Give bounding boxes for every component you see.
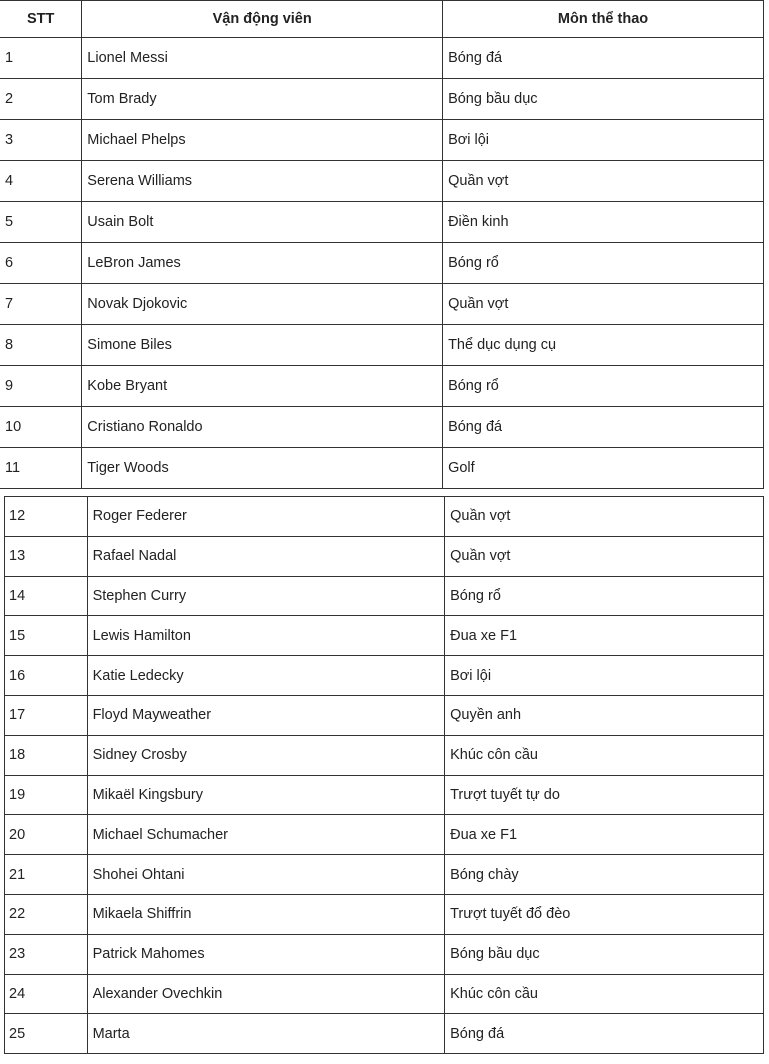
table-header-row [0,1,764,38]
cell-sport: Đua xe F1 [445,616,764,656]
cell-sport: Bóng bầu dục [445,934,764,974]
table-row [0,120,764,161]
cell-athlete: LeBron James [82,243,443,284]
cell-sport: Bóng rổ [443,366,764,407]
cell-sport: Khúc côn cầu [445,974,764,1014]
cell-stt: 8 [0,325,82,366]
cell-stt: 15 [5,616,88,656]
table-row [5,656,764,696]
cell-stt: 3 [0,120,82,161]
cell-sport: Điền kinh [443,202,764,243]
cell-athlete: Shohei Ohtani [87,855,445,895]
table-row [5,1014,764,1054]
table-row [0,284,764,325]
cell-stt: 16 [5,656,88,696]
cell-sport: Quần vợt [443,161,764,202]
cell-sport: Bóng đá [445,1014,764,1054]
table-row [5,576,764,616]
cell-athlete: Mikaela Shiffrin [87,894,445,934]
table-row [0,366,764,407]
cell-sport: Quần vợt [445,536,764,576]
cell-stt: 22 [5,894,88,934]
athletes-table-part1 [0,0,764,489]
cell-stt: 12 [5,497,88,537]
cell-sport: Khúc côn cầu [445,735,764,775]
cell-sport: Quyền anh [445,695,764,735]
cell-athlete: Stephen Curry [87,576,445,616]
cell-sport: Golf [443,448,764,489]
cell-stt: 17 [5,695,88,735]
table-row [5,855,764,895]
cell-athlete: Lewis Hamilton [87,616,445,656]
cell-athlete: Lionel Messi [82,38,443,79]
cell-athlete: Simone Biles [82,325,443,366]
cell-sport: Bóng đá [443,407,764,448]
cell-stt: 5 [0,202,82,243]
table-row [5,934,764,974]
cell-sport: Bóng chày [445,855,764,895]
cell-athlete: Mikaël Kingsbury [87,775,445,815]
cell-athlete: Serena Williams [82,161,443,202]
cell-athlete: Marta [87,1014,445,1054]
cell-sport: Bóng đá [443,38,764,79]
cell-athlete: Michael Phelps [82,120,443,161]
cell-athlete: Kobe Bryant [82,366,443,407]
cell-athlete: Roger Federer [87,497,445,537]
table-row [0,79,764,120]
cell-athlete: Alexander Ovechkin [87,974,445,1014]
table-row [0,407,764,448]
cell-stt: 25 [5,1014,88,1054]
table-row [5,815,764,855]
cell-sport: Bóng rổ [445,576,764,616]
table-row [5,497,764,537]
cell-sport: Quần vợt [445,497,764,537]
table-row [5,735,764,775]
cell-athlete: Usain Bolt [82,202,443,243]
table-row [5,974,764,1014]
cell-stt: 19 [5,775,88,815]
header-stt: STT [0,1,82,38]
cell-sport: Đua xe F1 [445,815,764,855]
cell-sport: Bóng rổ [443,243,764,284]
cell-stt: 6 [0,243,82,284]
table-row [5,775,764,815]
cell-athlete: Katie Ledecky [87,656,445,696]
cell-stt: 20 [5,815,88,855]
cell-athlete: Tiger Woods [82,448,443,489]
cell-stt: 13 [5,536,88,576]
cell-stt: 4 [0,161,82,202]
cell-stt: 1 [0,38,82,79]
header-athlete: Vận động viên [82,1,443,38]
table-row [0,448,764,489]
cell-stt: 23 [5,934,88,974]
table-row [0,325,764,366]
table-row [5,616,764,656]
cell-stt: 11 [0,448,82,489]
cell-sport: Quần vợt [443,284,764,325]
cell-sport: Thể dục dụng cụ [443,325,764,366]
athletes-table-part2 [4,496,764,1054]
cell-athlete: Cristiano Ronaldo [82,407,443,448]
cell-stt: 18 [5,735,88,775]
table-row [0,38,764,79]
table-row [5,695,764,735]
cell-stt: 21 [5,855,88,895]
cell-sport: Trượt tuyết tự do [445,775,764,815]
cell-athlete: Rafael Nadal [87,536,445,576]
cell-sport: Bóng bầu dục [443,79,764,120]
cell-sport: Bơi lội [445,656,764,696]
cell-stt: 14 [5,576,88,616]
cell-stt: 10 [0,407,82,448]
table-row [0,202,764,243]
cell-athlete: Floyd Mayweather [87,695,445,735]
cell-stt: 24 [5,974,88,1014]
table-row [0,161,764,202]
cell-sport: Trượt tuyết đổ đèo [445,894,764,934]
header-sport: Môn thể thao [443,1,764,38]
cell-stt: 2 [0,79,82,120]
cell-athlete: Tom Brady [82,79,443,120]
cell-athlete: Novak Djokovic [82,284,443,325]
cell-stt: 9 [0,366,82,407]
table-row [5,536,764,576]
cell-athlete: Sidney Crosby [87,735,445,775]
table-row [0,243,764,284]
cell-stt: 7 [0,284,82,325]
cell-sport: Bơi lội [443,120,764,161]
table-row [5,894,764,934]
cell-athlete: Patrick Mahomes [87,934,445,974]
cell-athlete: Michael Schumacher [87,815,445,855]
